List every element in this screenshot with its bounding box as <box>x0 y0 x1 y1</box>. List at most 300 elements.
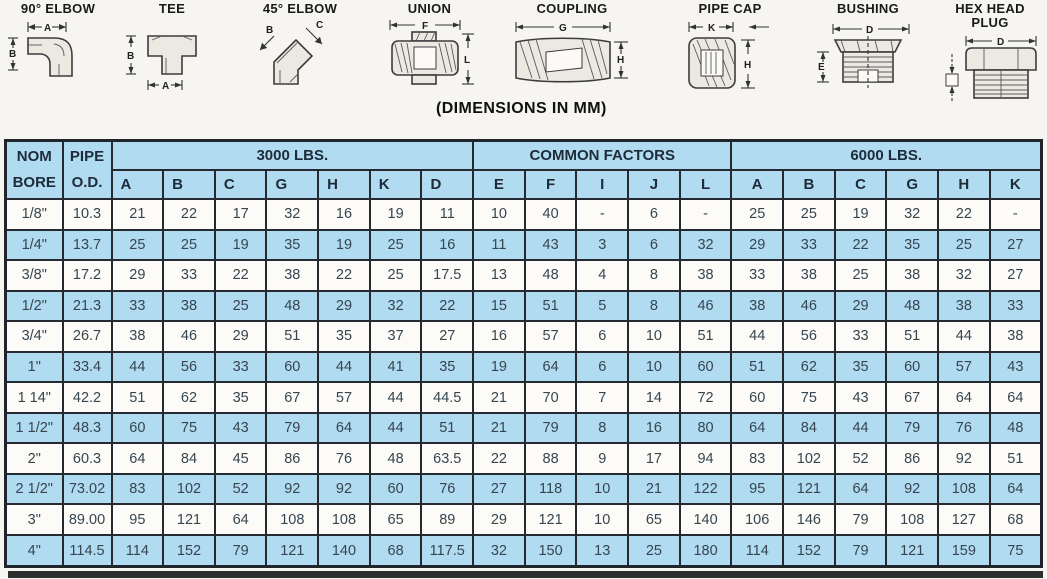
diagram-hex-head-plug <box>938 2 1042 112</box>
value-cell: 51 <box>112 382 164 413</box>
value-cell: 6 <box>628 230 680 261</box>
value-cell: 35 <box>318 321 370 352</box>
table-row <box>6 352 1042 383</box>
value-cell: 64 <box>990 474 1042 505</box>
table-row <box>6 413 1042 444</box>
value-cell: 32 <box>370 291 422 322</box>
column-header-3000-c: C <box>215 170 267 199</box>
value-cell: 80 <box>680 413 732 444</box>
value-cell: 35 <box>421 352 473 383</box>
value-cell: 29 <box>473 504 525 535</box>
value-cell: 33 <box>215 352 267 383</box>
value-cell: 102 <box>163 474 215 505</box>
value-cell: 7 <box>576 382 628 413</box>
value-cell: 152 <box>783 535 835 566</box>
value-cell: 25 <box>370 230 422 261</box>
value-cell: 79 <box>835 504 887 535</box>
value-cell: 29 <box>835 291 887 322</box>
value-cell: 108 <box>266 504 318 535</box>
table-row <box>6 504 1042 535</box>
dim-letter: H <box>616 55 624 66</box>
value-cell: 14 <box>628 382 680 413</box>
dim-letter: G <box>558 23 567 34</box>
value-cell: 46 <box>680 291 732 322</box>
value-cell: 10 <box>628 321 680 352</box>
value-cell: 79 <box>525 413 577 444</box>
value-cell: 46 <box>163 321 215 352</box>
value-cell: 108 <box>886 504 938 535</box>
value-cell: 48 <box>266 291 318 322</box>
value-cell: 5 <box>576 291 628 322</box>
value-cell: 37 <box>370 321 422 352</box>
elbow-90-figure <box>6 18 111 90</box>
value-cell: 76 <box>318 443 370 474</box>
value-cell: 140 <box>318 535 370 566</box>
column-header-3000-g: G <box>266 170 318 199</box>
value-cell: 38 <box>680 260 732 291</box>
value-cell: 64 <box>731 413 783 444</box>
value-cell: 19 <box>473 352 525 383</box>
value-cell: 16 <box>473 321 525 352</box>
table-row <box>6 321 1042 352</box>
value-cell: 25 <box>163 230 215 261</box>
column-header-cf-f: F <box>525 170 577 199</box>
value-cell: 43 <box>990 352 1042 383</box>
dimensions-note: (DIMENSIONS IN MM) <box>436 100 607 117</box>
column-header-3000-h: H <box>318 170 370 199</box>
value-cell: 150 <box>525 535 577 566</box>
value-cell: 86 <box>886 443 938 474</box>
table-row <box>6 443 1042 474</box>
value-cell: 72 <box>680 382 732 413</box>
value-cell: 27 <box>473 474 525 505</box>
group-header-6000lbs: 6000 LBS. <box>731 141 1041 171</box>
value-cell: 15 <box>473 291 525 322</box>
value-cell: 67 <box>886 382 938 413</box>
value-cell: 102 <box>783 443 835 474</box>
value-cell: - <box>680 199 732 230</box>
value-cell: 106 <box>731 504 783 535</box>
column-header-cf-l: L <box>680 170 732 199</box>
value-cell: 44.5 <box>421 382 473 413</box>
nom-bore-cell: 1 14" <box>6 382 63 413</box>
value-cell: 92 <box>938 443 990 474</box>
table-row <box>6 199 1042 230</box>
dim-letter: F <box>422 21 429 32</box>
value-cell: 10 <box>628 352 680 383</box>
nom-bore-cell: 3" <box>6 504 63 535</box>
value-cell: 6 <box>576 321 628 352</box>
value-cell: 21 <box>473 413 525 444</box>
nom-bore-cell: 1/4" <box>6 230 63 261</box>
dim-letter: B <box>127 51 135 62</box>
value-cell: 121 <box>525 504 577 535</box>
value-cell: 22 <box>473 443 525 474</box>
nom-bore-cell: 2 1/2" <box>6 474 63 505</box>
value-cell: 32 <box>266 199 318 230</box>
value-cell: 76 <box>421 474 473 505</box>
hex-head-plug-figure <box>940 32 1040 112</box>
value-cell: 11 <box>421 199 473 230</box>
value-cell: 21 <box>628 474 680 505</box>
bushing-figure <box>813 18 923 96</box>
value-cell: 22 <box>163 199 215 230</box>
value-cell: 62 <box>163 382 215 413</box>
value-cell: 44 <box>318 352 370 383</box>
value-cell: 10 <box>576 504 628 535</box>
column-header-cf-i: I <box>576 170 628 199</box>
value-cell: 40 <box>525 199 577 230</box>
diagram-label: 45° ELBOW <box>262 1 338 16</box>
value-cell: 65 <box>370 504 422 535</box>
diagram-bushing <box>812 2 924 96</box>
group-header-3000lbs: 3000 LBS. <box>112 141 474 171</box>
table-row <box>6 291 1042 322</box>
dim-letter: D <box>997 37 1005 48</box>
value-cell: 41 <box>370 352 422 383</box>
value-cell: 48 <box>370 443 422 474</box>
value-cell: 43 <box>215 413 267 444</box>
value-cell: 121 <box>783 474 835 505</box>
tee-figure <box>122 18 222 100</box>
value-cell: 79 <box>835 535 887 566</box>
nom-bore-cell: 3/4" <box>6 321 63 352</box>
value-cell: 17 <box>215 199 267 230</box>
value-cell: 51 <box>731 352 783 383</box>
value-cell: 43 <box>525 230 577 261</box>
value-cell: 83 <box>112 474 164 505</box>
pipe-od-cell: 42.2 <box>63 382 112 413</box>
pipe-cap-figure <box>683 18 778 96</box>
value-cell: 21 <box>112 199 164 230</box>
value-cell: 51 <box>680 321 732 352</box>
diagram-label: 90° ELBOW <box>20 1 96 16</box>
value-cell: 57 <box>318 382 370 413</box>
value-cell: 38 <box>163 291 215 322</box>
value-cell: 108 <box>318 504 370 535</box>
value-cell: 67 <box>266 382 318 413</box>
pipe-od-cell: 33.4 <box>63 352 112 383</box>
value-cell: 52 <box>835 443 887 474</box>
diagram-label: UNION <box>407 1 452 16</box>
value-cell: 38 <box>783 260 835 291</box>
value-cell: 84 <box>163 443 215 474</box>
value-cell: 45 <box>215 443 267 474</box>
value-cell: 114 <box>112 535 164 566</box>
value-cell: 19 <box>370 199 422 230</box>
pipe-od-cell: 60.3 <box>63 443 112 474</box>
value-cell: - <box>990 199 1042 230</box>
value-cell: 29 <box>112 260 164 291</box>
value-cell: 25 <box>215 291 267 322</box>
pipe-od-cell: 21.3 <box>63 291 112 322</box>
value-cell: 108 <box>938 474 990 505</box>
value-cell: 51 <box>990 443 1042 474</box>
value-cell: 48 <box>990 413 1042 444</box>
dim-letter: B <box>8 49 16 60</box>
value-cell: 88 <box>525 443 577 474</box>
value-cell: 48 <box>886 291 938 322</box>
value-cell: 79 <box>886 413 938 444</box>
value-cell: 64 <box>112 443 164 474</box>
diagram-45-elbow <box>248 2 352 98</box>
value-cell: 11 <box>473 230 525 261</box>
value-cell: 19 <box>215 230 267 261</box>
table-row <box>6 535 1042 566</box>
value-cell: 22 <box>835 230 887 261</box>
column-header-cf-j: J <box>628 170 680 199</box>
value-cell: 35 <box>886 230 938 261</box>
value-cell: 38 <box>990 321 1042 352</box>
value-cell: 35 <box>215 382 267 413</box>
diagram-coupling <box>508 2 636 96</box>
union-figure <box>382 18 477 100</box>
diagram-label: HEX HEAD PLUG <box>955 1 1025 30</box>
nom-bore-cell: 1" <box>6 352 63 383</box>
dim-letter: C <box>316 20 324 31</box>
value-cell: 64 <box>318 413 370 444</box>
value-cell: 38 <box>112 321 164 352</box>
value-cell: 44 <box>938 321 990 352</box>
value-cell: 152 <box>163 535 215 566</box>
value-cell: 51 <box>266 321 318 352</box>
pipe-od-cell: 89.00 <box>63 504 112 535</box>
dim-letter: H <box>743 60 751 71</box>
diagram-label: BUSHING <box>836 1 900 16</box>
value-cell: 44 <box>835 413 887 444</box>
value-cell: 52 <box>215 474 267 505</box>
value-cell: 51 <box>421 413 473 444</box>
value-cell: 68 <box>370 535 422 566</box>
value-cell: 29 <box>318 291 370 322</box>
value-cell: 127 <box>938 504 990 535</box>
value-cell: 92 <box>886 474 938 505</box>
value-cell: 89 <box>421 504 473 535</box>
value-cell: 10 <box>473 199 525 230</box>
table-body <box>6 199 1042 567</box>
value-cell: 33 <box>835 321 887 352</box>
value-cell: 75 <box>783 382 835 413</box>
value-cell: 79 <box>215 535 267 566</box>
value-cell: 38 <box>731 291 783 322</box>
value-cell: 25 <box>112 230 164 261</box>
value-cell: 25 <box>835 260 887 291</box>
value-cell: 46 <box>783 291 835 322</box>
value-cell: 117.5 <box>421 535 473 566</box>
value-cell: 16 <box>318 199 370 230</box>
value-cell: 9 <box>576 443 628 474</box>
dim-letter: B <box>266 25 274 36</box>
value-cell: 32 <box>680 230 732 261</box>
column-header-3000-k: K <box>370 170 422 199</box>
value-cell: 22 <box>318 260 370 291</box>
table-head <box>6 141 1042 200</box>
value-cell: 64 <box>525 352 577 383</box>
diagram-pipe-cap <box>680 2 780 96</box>
value-cell: 16 <box>628 413 680 444</box>
value-cell: 4 <box>576 260 628 291</box>
value-cell: 8 <box>628 291 680 322</box>
column-header-6000-b: B <box>783 170 835 199</box>
value-cell: 64 <box>938 382 990 413</box>
value-cell: 33 <box>163 260 215 291</box>
dim-letter: D <box>866 25 874 36</box>
nom-bore-cell: 1 1/2" <box>6 413 63 444</box>
value-cell: 38 <box>886 260 938 291</box>
pipe-od-cell: 73.02 <box>63 474 112 505</box>
value-cell: 122 <box>680 474 732 505</box>
value-cell: 32 <box>938 260 990 291</box>
value-cell: 13 <box>473 260 525 291</box>
value-cell: 33 <box>112 291 164 322</box>
nom-bore-cell: 1/8" <box>6 199 63 230</box>
value-cell: 114 <box>731 535 783 566</box>
value-cell: 86 <box>266 443 318 474</box>
value-cell: 19 <box>318 230 370 261</box>
value-cell: 29 <box>215 321 267 352</box>
value-cell: 92 <box>266 474 318 505</box>
diagram-90-elbow <box>4 2 112 90</box>
value-cell: 57 <box>938 352 990 383</box>
pipe-od-cell: 13.7 <box>63 230 112 261</box>
dim-letter: A <box>43 23 51 34</box>
value-cell: 121 <box>163 504 215 535</box>
value-cell: 35 <box>266 230 318 261</box>
dim-letter: K <box>707 23 715 34</box>
value-cell: 21 <box>473 382 525 413</box>
pipe-od-cell: 48.3 <box>63 413 112 444</box>
diagram-union <box>382 2 477 100</box>
nom-bore-cell: 3/8" <box>6 260 63 291</box>
diagram-label: COUPLING <box>536 1 608 16</box>
column-header-6000-a: A <box>731 170 783 199</box>
value-cell: 56 <box>783 321 835 352</box>
value-cell: 57 <box>525 321 577 352</box>
dim-letter: A <box>162 81 170 92</box>
value-cell: 17.5 <box>421 260 473 291</box>
value-cell: 25 <box>370 260 422 291</box>
value-cell: 84 <box>783 413 835 444</box>
value-cell: 140 <box>680 504 732 535</box>
value-cell: 83 <box>731 443 783 474</box>
table-row <box>6 474 1042 505</box>
value-cell: 22 <box>421 291 473 322</box>
value-cell: 43 <box>835 382 887 413</box>
value-cell: 118 <box>525 474 577 505</box>
value-cell: 25 <box>628 535 680 566</box>
column-header-6000-g: G <box>886 170 938 199</box>
value-cell: 10 <box>576 474 628 505</box>
value-cell: 25 <box>731 199 783 230</box>
value-cell: 19 <box>835 199 887 230</box>
value-cell: 64 <box>215 504 267 535</box>
value-cell: 16 <box>421 230 473 261</box>
table-row <box>6 260 1042 291</box>
value-cell: 92 <box>318 474 370 505</box>
value-cell: 44 <box>731 321 783 352</box>
nom-bore-cell: 2" <box>6 443 63 474</box>
value-cell: 22 <box>938 199 990 230</box>
column-header-3000-a: A <box>112 170 164 199</box>
nom-bore-header: NOM BORE <box>6 141 63 200</box>
value-cell: 3 <box>576 230 628 261</box>
value-cell: 51 <box>886 321 938 352</box>
value-cell: 8 <box>628 260 680 291</box>
column-header-6000-h: H <box>938 170 990 199</box>
value-cell: 121 <box>266 535 318 566</box>
value-cell: 35 <box>835 352 887 383</box>
dimensions-table <box>4 139 1043 568</box>
value-cell: 25 <box>938 230 990 261</box>
value-cell: 68 <box>990 504 1042 535</box>
scan-artifact-bar <box>8 571 1043 578</box>
value-cell: 65 <box>628 504 680 535</box>
diagram-tee <box>118 2 226 100</box>
value-cell: 60 <box>370 474 422 505</box>
column-header-cf-e: E <box>473 170 525 199</box>
value-cell: 94 <box>680 443 732 474</box>
value-cell: 63.5 <box>421 443 473 474</box>
column-header-6000-c: C <box>835 170 887 199</box>
letter-row <box>6 170 1042 199</box>
dim-letter: E <box>818 62 825 73</box>
value-cell: 159 <box>938 535 990 566</box>
value-cell: 64 <box>835 474 887 505</box>
value-cell: 29 <box>731 230 783 261</box>
value-cell: 44 <box>370 413 422 444</box>
diagram-label: PIPE CAP <box>698 1 762 16</box>
value-cell: 27 <box>990 260 1042 291</box>
pipe-od-header: PIPE O.D. <box>63 141 112 200</box>
nom-bore-cell: 1/2" <box>6 291 63 322</box>
value-cell: 38 <box>938 291 990 322</box>
value-cell: 13 <box>576 535 628 566</box>
value-cell: 27 <box>990 230 1042 261</box>
coupling-figure <box>510 18 635 96</box>
pipe-od-cell: 10.3 <box>63 199 112 230</box>
value-cell: 38 <box>266 260 318 291</box>
dim-letter: L <box>464 55 471 66</box>
value-cell: 48 <box>525 260 577 291</box>
value-cell: 33 <box>783 230 835 261</box>
value-cell: 25 <box>783 199 835 230</box>
value-cell: 60 <box>886 352 938 383</box>
value-cell: 8 <box>576 413 628 444</box>
group-header-common-factors: COMMON FACTORS <box>473 141 731 171</box>
value-cell: 180 <box>680 535 732 566</box>
value-cell: 95 <box>731 474 783 505</box>
value-cell: 56 <box>163 352 215 383</box>
value-cell: 33 <box>731 260 783 291</box>
value-cell: 60 <box>731 382 783 413</box>
value-cell: 121 <box>886 535 938 566</box>
value-cell: 60 <box>112 413 164 444</box>
value-cell: 22 <box>215 260 267 291</box>
value-cell: 6 <box>576 352 628 383</box>
table-row <box>6 230 1042 261</box>
column-header-3000-b: B <box>163 170 215 199</box>
value-cell: 62 <box>783 352 835 383</box>
nom-bore-cell: 4" <box>6 535 63 566</box>
value-cell: 6 <box>628 199 680 230</box>
value-cell: 32 <box>473 535 525 566</box>
value-cell: 32 <box>886 199 938 230</box>
value-cell: 60 <box>266 352 318 383</box>
pipe-od-cell: 17.2 <box>63 260 112 291</box>
value-cell: 75 <box>990 535 1042 566</box>
value-cell: 33 <box>990 291 1042 322</box>
value-cell: 64 <box>990 382 1042 413</box>
